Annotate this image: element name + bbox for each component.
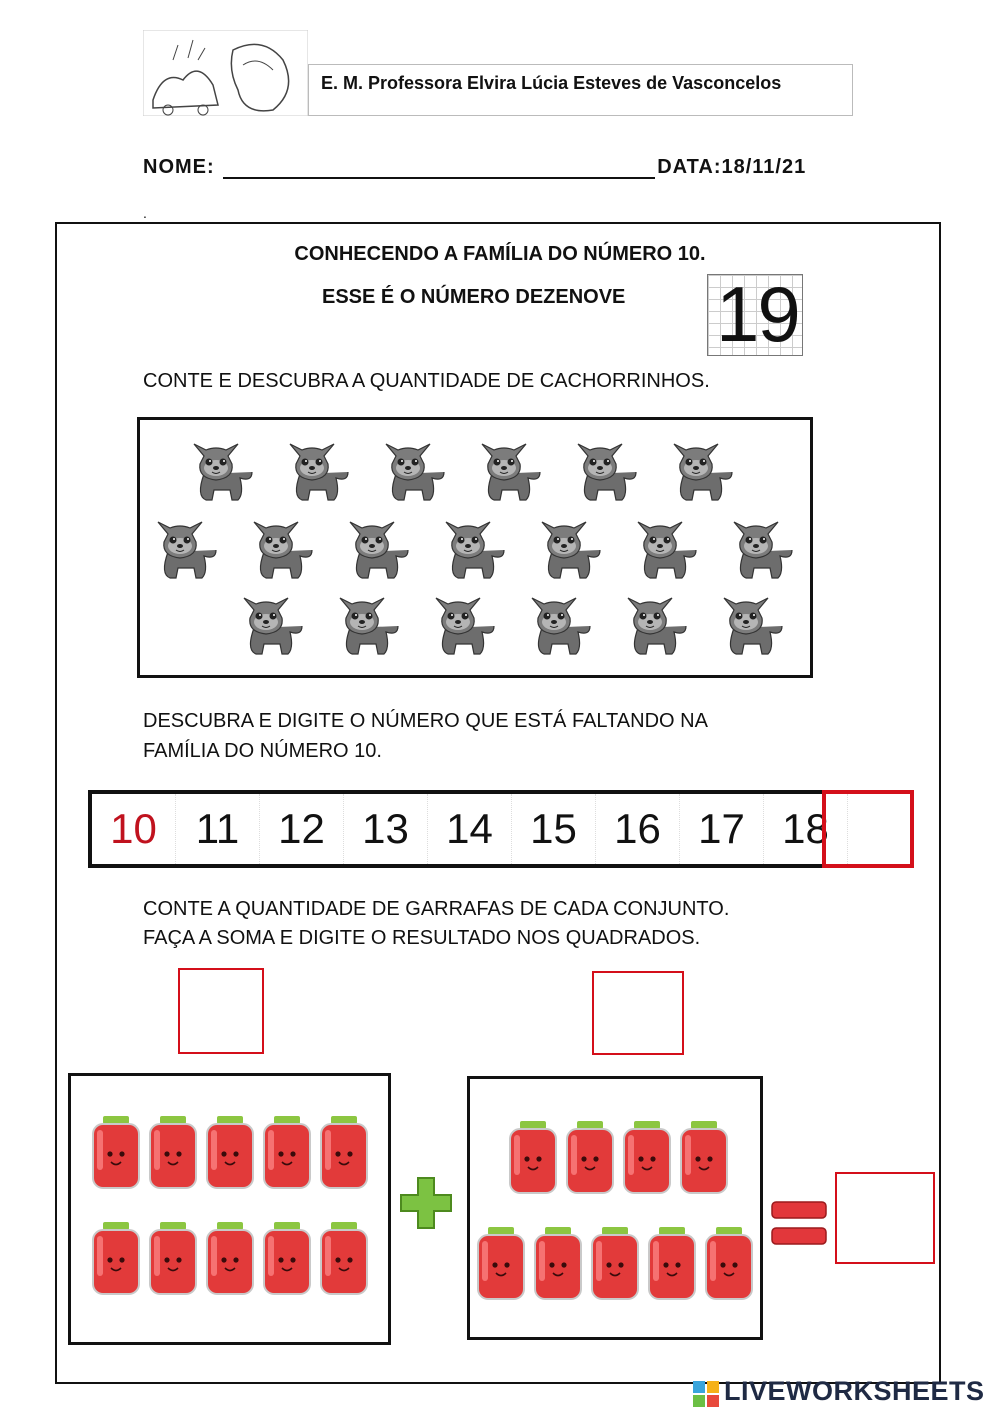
date-label: DATA:18/11/21 xyxy=(657,156,807,178)
dog-icon xyxy=(524,588,596,660)
missing-number-input[interactable] xyxy=(822,790,914,868)
instruction-count-dogs: CONTE E DESCUBRA A QUANTIDADE DE CACHORRINHOS. xyxy=(143,370,710,392)
number-sequence xyxy=(88,790,914,868)
footer-brand: LIVEWORKSHEETS xyxy=(724,1376,985,1406)
sequence-number: 11 xyxy=(176,794,260,864)
bottle-icon xyxy=(205,1222,255,1296)
left-count-input[interactable] xyxy=(178,968,264,1054)
bottle-icon xyxy=(148,1222,198,1296)
bottle-icon xyxy=(679,1121,729,1195)
dog-icon xyxy=(620,588,692,660)
sequence-number: 15 xyxy=(512,794,596,864)
liveworksheets-logo-icon xyxy=(692,1380,720,1408)
dog-icon xyxy=(236,588,308,660)
featured-number: 19 xyxy=(716,270,799,358)
bottle-icon xyxy=(205,1116,255,1190)
bottle-icon xyxy=(704,1227,754,1301)
dog-icon xyxy=(332,588,404,660)
dog-icon xyxy=(438,512,510,584)
bottle-icon xyxy=(565,1121,615,1195)
bottle-icon xyxy=(148,1116,198,1190)
dog-icon xyxy=(570,434,642,506)
dog-icon xyxy=(150,512,222,584)
bottle-icon xyxy=(647,1227,697,1301)
dog-icon xyxy=(534,512,606,584)
bottle-icon xyxy=(319,1222,369,1296)
dogs-panel xyxy=(137,417,813,678)
dog-icon xyxy=(342,512,414,584)
school-logo xyxy=(143,30,308,116)
right-jars-panel xyxy=(467,1076,763,1340)
dog-icon xyxy=(474,434,546,506)
bottle-icon xyxy=(319,1116,369,1190)
dog-icon xyxy=(630,512,702,584)
dog-icon xyxy=(378,434,450,506)
page-title: CONHECENDO A FAMÍLIA DO NÚMERO 10. xyxy=(294,243,706,265)
right-count-input[interactable] xyxy=(592,971,684,1055)
dog-icon xyxy=(726,512,798,584)
name-date-line xyxy=(143,155,806,179)
sequence-number: 10 xyxy=(92,794,176,864)
dog-icon xyxy=(428,588,500,660)
bottle-icon xyxy=(262,1222,312,1296)
sum-result-input[interactable] xyxy=(835,1172,935,1264)
sequence-number: 16 xyxy=(596,794,680,864)
dot-mark: . xyxy=(143,205,147,221)
featured-number-box xyxy=(707,270,803,358)
bottle-icon xyxy=(508,1121,558,1195)
bottle-icon xyxy=(91,1116,141,1190)
page-subtitle: ESSE É O NÚMERO DEZENOVE xyxy=(322,286,626,308)
name-blank[interactable] xyxy=(223,155,655,179)
sequence-number: 17 xyxy=(680,794,764,864)
dog-icon xyxy=(666,434,738,506)
dog-icon xyxy=(282,434,354,506)
sequence-number: 13 xyxy=(344,794,428,864)
bottle-icon xyxy=(262,1116,312,1190)
bottle-icon xyxy=(91,1222,141,1296)
bottle-icon xyxy=(476,1227,526,1301)
dog-icon xyxy=(246,512,318,584)
equals-icon xyxy=(770,1198,828,1250)
instruction-missing-1: DESCUBRA E DIGITE O NÚMERO QUE ESTÁ FALTANDO NA xyxy=(143,710,708,732)
instruction-bottles-1: CONTE A QUANTIDADE DE GARRAFAS DE CADA CONJUNTO. xyxy=(143,898,730,920)
instruction-bottles-2: FAÇA A SOMA E DIGITE O RESULTADO NOS QUADRADOS. xyxy=(143,927,701,949)
sequence-number: 18 xyxy=(764,794,848,864)
instruction-missing-2: FAMÍLIA DO NÚMERO 10. xyxy=(143,740,382,762)
sequence-number: 12 xyxy=(260,794,344,864)
name-label: NOME: xyxy=(143,156,215,178)
left-jars-panel xyxy=(68,1073,391,1345)
bottle-icon xyxy=(533,1227,583,1301)
sequence-number: 14 xyxy=(428,794,512,864)
bottle-icon xyxy=(622,1121,672,1195)
dog-icon xyxy=(186,434,258,506)
plus-icon xyxy=(398,1175,454,1231)
bottle-icon xyxy=(590,1227,640,1301)
dog-icon xyxy=(716,588,788,660)
school-name: E. M. Professora Elvira Lúcia Esteves de Vasconcelos xyxy=(308,64,853,116)
